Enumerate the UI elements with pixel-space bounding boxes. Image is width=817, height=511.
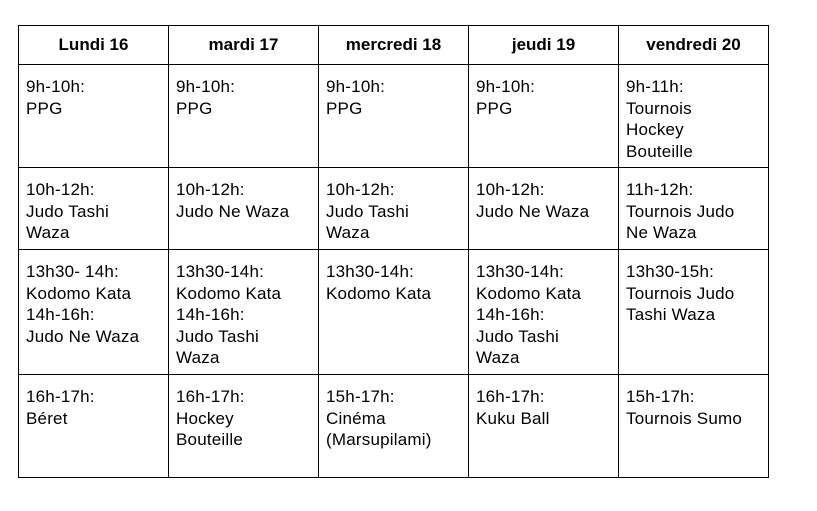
schedule-cell	[619, 65, 769, 168]
cell-line: 11h-12h:	[626, 180, 694, 199]
schedule-cell	[469, 65, 619, 168]
schedule-cell	[469, 375, 619, 478]
cell-line: 13h30-14h:	[176, 262, 265, 281]
cell-line: PPG	[476, 98, 513, 118]
cell-line: 16h-17h:	[476, 387, 545, 406]
cell-line: Judo Ne Waza	[176, 201, 290, 221]
cell-line: Judo Tashi	[476, 326, 559, 346]
cell-line: Waza	[326, 223, 370, 242]
schedule-cell	[319, 250, 469, 375]
cell-line: 9h-10h:	[326, 77, 386, 96]
cell-line: 14h-16h:	[26, 305, 95, 324]
cell-line: (Marsupilami)	[326, 430, 432, 449]
cell-line: Judo Ne Waza	[26, 326, 140, 346]
schedule-cell	[19, 375, 169, 478]
cell-line: Tournois	[626, 98, 692, 118]
cell-line: Judo Tashi	[326, 201, 409, 221]
schedule-cell	[619, 168, 769, 250]
schedule-cell	[469, 168, 619, 250]
schedule-cell	[619, 375, 769, 478]
cell-line: Cinéma	[326, 408, 386, 428]
schedule-cell	[169, 65, 319, 168]
cell-line: 15h-17h:	[326, 387, 395, 406]
cell-line: Kuku Ball	[476, 408, 550, 428]
cell-line: 13h30-15h:	[626, 262, 715, 281]
cell-line: 9h-10h:	[476, 77, 536, 96]
cell-line: 10h-12h:	[476, 180, 545, 199]
cell-line: Kodomo Kata	[476, 283, 582, 303]
day-header-thursday: jeudi 19	[469, 26, 619, 65]
table-row	[19, 250, 769, 375]
cell-line: Hockey	[626, 120, 684, 139]
cell-line: Kodomo Kata	[326, 283, 432, 303]
cell-line: PPG	[326, 98, 363, 118]
schedule-cell	[619, 250, 769, 375]
cell-line: 10h-12h:	[26, 180, 95, 199]
schedule-cell	[169, 250, 319, 375]
cell-line: Ne Waza	[626, 223, 697, 242]
schedule-cell	[319, 65, 469, 168]
cell-line: Kodomo Kata	[176, 283, 282, 303]
cell-line: PPG	[26, 98, 63, 118]
cell-line: Tournois Judo	[626, 201, 735, 221]
schedule-cell	[19, 65, 169, 168]
cell-line: Tournois Judo	[626, 283, 735, 303]
schedule-cell	[319, 375, 469, 478]
cell-line: Hockey	[176, 408, 234, 428]
schedule-cell	[169, 168, 319, 250]
schedule-cell	[319, 168, 469, 250]
cell-line: Judo Ne Waza	[476, 201, 590, 221]
day-header-friday: vendredi 20	[619, 26, 769, 65]
cell-line: 13h30-14h:	[476, 262, 565, 281]
schedule-cell	[169, 375, 319, 478]
cell-line: 9h-11h:	[626, 77, 684, 96]
cell-line: 14h-16h:	[176, 305, 245, 324]
schedule-cell	[19, 168, 169, 250]
day-header-wednesday: mercredi 18	[319, 26, 469, 65]
cell-line: 16h-17h:	[176, 387, 245, 406]
header-row	[19, 26, 769, 65]
cell-line: 15h-17h:	[626, 387, 695, 406]
cell-line: 16h-17h:	[26, 387, 95, 406]
cell-line: Bouteille	[626, 141, 694, 161]
cell-line: Bouteille	[176, 430, 244, 449]
cell-line: 9h-10h:	[176, 77, 236, 96]
cell-line: Tournois Sumo	[626, 408, 742, 428]
schedule-cell	[469, 250, 619, 375]
cell-line: 10h-12h:	[326, 180, 395, 199]
cell-line: Kodomo Kata	[26, 283, 132, 303]
cell-line: Waza	[176, 348, 220, 367]
cell-line: Tashi Waza	[626, 305, 716, 324]
day-header-tuesday: mardi 17	[169, 26, 319, 65]
table-row	[19, 65, 769, 168]
cell-line: Judo Tashi	[26, 201, 109, 221]
table-row	[19, 375, 769, 478]
cell-line: PPG	[176, 98, 213, 118]
cell-line: 14h-16h:	[476, 305, 545, 324]
day-header-monday: Lundi 16	[19, 26, 169, 65]
cell-line: Waza	[476, 348, 520, 367]
cell-line: 13h30- 14h:	[26, 262, 119, 281]
schedule-cell	[19, 250, 169, 375]
cell-line: 10h-12h:	[176, 180, 245, 199]
cell-line: Waza	[26, 223, 70, 242]
table-row	[19, 168, 769, 250]
cell-line: Béret	[26, 408, 68, 428]
cell-line: 9h-10h:	[26, 77, 86, 96]
weekly-schedule-table	[18, 25, 769, 478]
cell-line: 13h30-14h:	[326, 262, 415, 281]
cell-line: Judo Tashi	[176, 326, 259, 346]
